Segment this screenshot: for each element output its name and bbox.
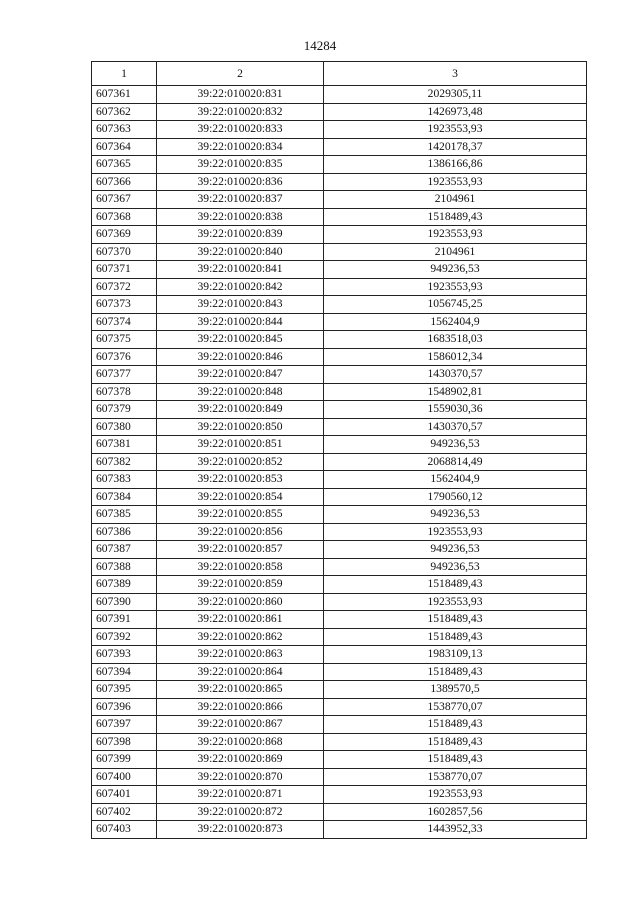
cadastral-number-cell: 39:22:010020:868 [157, 733, 324, 751]
value-cell: 1923553,93 [324, 173, 587, 191]
cadastral-number-cell: 39:22:010020:836 [157, 173, 324, 191]
row-number-cell: 607398 [92, 733, 157, 751]
value-cell: 1518489,43 [324, 663, 587, 681]
cadastral-number-cell: 39:22:010020:843 [157, 296, 324, 314]
table-row [92, 348, 587, 366]
value-cell: 1562404,9 [324, 313, 587, 331]
table-row [92, 803, 587, 821]
cadastral-number-cell: 39:22:010020:833 [157, 121, 324, 139]
cadastral-number-cell: 39:22:010020:858 [157, 558, 324, 576]
table-row [92, 768, 587, 786]
table-row [92, 453, 587, 471]
value-cell: 1983109,13 [324, 646, 587, 664]
value-cell: 949236,53 [324, 541, 587, 559]
row-number-cell: 607380 [92, 418, 157, 436]
cadastral-number-cell: 39:22:010020:860 [157, 593, 324, 611]
cadastral-number-cell: 39:22:010020:859 [157, 576, 324, 594]
row-number-cell: 607379 [92, 401, 157, 419]
table-row [92, 593, 587, 611]
table-row [92, 103, 587, 121]
value-cell: 949236,53 [324, 506, 587, 524]
cadastral-number-cell: 39:22:010020:864 [157, 663, 324, 681]
row-number-cell: 607399 [92, 751, 157, 769]
value-cell: 1548902,81 [324, 383, 587, 401]
row-number-cell: 607378 [92, 383, 157, 401]
table-row [92, 243, 587, 261]
value-cell: 1518489,43 [324, 716, 587, 734]
row-number-cell: 607387 [92, 541, 157, 559]
cadastral-number-cell: 39:22:010020:840 [157, 243, 324, 261]
value-cell: 1430370,57 [324, 418, 587, 436]
table-row [92, 383, 587, 401]
cadastral-number-cell: 39:22:010020:866 [157, 698, 324, 716]
table-row [92, 611, 587, 629]
table-row [92, 541, 587, 559]
table-row [92, 313, 587, 331]
cadastral-number-cell: 39:22:010020:848 [157, 383, 324, 401]
cadastral-number-cell: 39:22:010020:852 [157, 453, 324, 471]
table-row [92, 733, 587, 751]
table-row [92, 401, 587, 419]
row-number-cell: 607383 [92, 471, 157, 489]
value-cell: 949236,53 [324, 436, 587, 454]
cadastral-number-cell: 39:22:010020:842 [157, 278, 324, 296]
value-cell: 1426973,48 [324, 103, 587, 121]
row-number-cell: 607393 [92, 646, 157, 664]
cadastral-number-cell: 39:22:010020:849 [157, 401, 324, 419]
value-cell: 2068814,49 [324, 453, 587, 471]
row-number-cell: 607367 [92, 191, 157, 209]
cadastral-number-cell: 39:22:010020:844 [157, 313, 324, 331]
table-body [92, 62, 587, 839]
row-number-cell: 607370 [92, 243, 157, 261]
row-number-cell: 607375 [92, 331, 157, 349]
table-row [92, 488, 587, 506]
row-number-cell: 607391 [92, 611, 157, 629]
row-number-cell: 607366 [92, 173, 157, 191]
value-cell: 1538770,07 [324, 768, 587, 786]
row-number-cell: 607368 [92, 208, 157, 226]
table-row [92, 471, 587, 489]
cadastral-number-cell: 39:22:010020:846 [157, 348, 324, 366]
value-cell: 2104961 [324, 243, 587, 261]
row-number-cell: 607403 [92, 821, 157, 839]
row-number-cell: 607377 [92, 366, 157, 384]
table-row [92, 156, 587, 174]
row-number-cell: 607396 [92, 698, 157, 716]
row-number-cell: 607372 [92, 278, 157, 296]
cadastral-number-cell: 39:22:010020:841 [157, 261, 324, 279]
value-cell: 1056745,25 [324, 296, 587, 314]
table-row [92, 698, 587, 716]
row-number-cell: 607397 [92, 716, 157, 734]
table-row [92, 173, 587, 191]
row-number-cell: 607386 [92, 523, 157, 541]
value-cell: 1586012,34 [324, 348, 587, 366]
table-row [92, 121, 587, 139]
row-number-cell: 607364 [92, 138, 157, 156]
cadastral-number-cell: 39:22:010020:867 [157, 716, 324, 734]
cadastral-number-cell: 39:22:010020:863 [157, 646, 324, 664]
value-cell: 1923553,93 [324, 786, 587, 804]
cadastral-number-cell: 39:22:010020:838 [157, 208, 324, 226]
value-cell: 1518489,43 [324, 751, 587, 769]
table-row [92, 261, 587, 279]
value-cell: 949236,53 [324, 261, 587, 279]
table-row [92, 663, 587, 681]
cadastral-number-cell: 39:22:010020:837 [157, 191, 324, 209]
value-cell: 1923553,93 [324, 523, 587, 541]
value-cell: 1602857,56 [324, 803, 587, 821]
value-cell: 2029305,11 [324, 86, 587, 104]
table-row [92, 191, 587, 209]
row-number-cell: 607385 [92, 506, 157, 524]
row-number-cell: 607388 [92, 558, 157, 576]
table-row [92, 506, 587, 524]
row-number-cell: 607369 [92, 226, 157, 244]
row-number-cell: 607381 [92, 436, 157, 454]
cadastral-number-cell: 39:22:010020:853 [157, 471, 324, 489]
value-cell: 1420178,37 [324, 138, 587, 156]
cadastral-number-cell: 39:22:010020:870 [157, 768, 324, 786]
row-number-cell: 607374 [92, 313, 157, 331]
value-cell: 1790560,12 [324, 488, 587, 506]
column-header-1: 1 [92, 62, 157, 86]
cadastral-number-cell: 39:22:010020:847 [157, 366, 324, 384]
row-number-cell: 607362 [92, 103, 157, 121]
row-number-cell: 607371 [92, 261, 157, 279]
cadastral-number-cell: 39:22:010020:834 [157, 138, 324, 156]
table-row [92, 208, 587, 226]
table-header-row [92, 62, 587, 86]
row-number-cell: 607390 [92, 593, 157, 611]
value-cell: 1518489,43 [324, 576, 587, 594]
table-row [92, 576, 587, 594]
column-header-3: 3 [324, 62, 587, 86]
table-row [92, 418, 587, 436]
table-row [92, 558, 587, 576]
cadastral-number-cell: 39:22:010020:873 [157, 821, 324, 839]
value-cell: 1923553,93 [324, 278, 587, 296]
row-number-cell: 607365 [92, 156, 157, 174]
table-row [92, 716, 587, 734]
value-cell: 949236,53 [324, 558, 587, 576]
value-cell: 1923553,93 [324, 121, 587, 139]
cadastral-number-cell: 39:22:010020:869 [157, 751, 324, 769]
cadastral-number-cell: 39:22:010020:839 [157, 226, 324, 244]
value-cell: 1518489,43 [324, 733, 587, 751]
row-number-cell: 607394 [92, 663, 157, 681]
value-cell: 1538770,07 [324, 698, 587, 716]
table-row [92, 296, 587, 314]
row-number-cell: 607402 [92, 803, 157, 821]
value-cell: 1389570,5 [324, 681, 587, 699]
value-cell: 1443952,33 [324, 821, 587, 839]
table-row [92, 646, 587, 664]
value-cell: 1518489,43 [324, 611, 587, 629]
cadastral-number-cell: 39:22:010020:865 [157, 681, 324, 699]
table-row [92, 226, 587, 244]
row-number-cell: 607384 [92, 488, 157, 506]
row-number-cell: 607373 [92, 296, 157, 314]
cadastral-number-cell: 39:22:010020:856 [157, 523, 324, 541]
row-number-cell: 607376 [92, 348, 157, 366]
cadastral-number-cell: 39:22:010020:861 [157, 611, 324, 629]
row-number-cell: 607392 [92, 628, 157, 646]
value-cell: 1518489,43 [324, 208, 587, 226]
cadastral-number-cell: 39:22:010020:862 [157, 628, 324, 646]
table-row [92, 751, 587, 769]
row-number-cell: 607382 [92, 453, 157, 471]
table-row [92, 86, 587, 104]
table-row [92, 138, 587, 156]
cadastral-number-cell: 39:22:010020:845 [157, 331, 324, 349]
table-row [92, 523, 587, 541]
table-row [92, 786, 587, 804]
cadastral-number-cell: 39:22:010020:835 [157, 156, 324, 174]
value-cell: 1518489,43 [324, 628, 587, 646]
cadastral-number-cell: 39:22:010020:850 [157, 418, 324, 436]
cadastral-number-cell: 39:22:010020:831 [157, 86, 324, 104]
cadastral-number-cell: 39:22:010020:871 [157, 786, 324, 804]
table-row [92, 278, 587, 296]
cadastral-number-cell: 39:22:010020:854 [157, 488, 324, 506]
table-row [92, 366, 587, 384]
row-number-cell: 607389 [92, 576, 157, 594]
page-number: 14284 [303, 38, 337, 53]
cadastral-number-cell: 39:22:010020:851 [157, 436, 324, 454]
value-cell: 2104961 [324, 191, 587, 209]
cadastral-number-cell: 39:22:010020:857 [157, 541, 324, 559]
table-row [92, 821, 587, 839]
row-number-cell: 607363 [92, 121, 157, 139]
row-number-cell: 607401 [92, 786, 157, 804]
value-cell: 1923553,93 [324, 226, 587, 244]
table-row [92, 331, 587, 349]
row-number-cell: 607400 [92, 768, 157, 786]
value-cell: 1559030,36 [324, 401, 587, 419]
value-cell: 1923553,93 [324, 593, 587, 611]
row-number-cell: 607395 [92, 681, 157, 699]
data-table [91, 61, 587, 839]
table-row [92, 681, 587, 699]
cadastral-number-cell: 39:22:010020:872 [157, 803, 324, 821]
cadastral-number-cell: 39:22:010020:832 [157, 103, 324, 121]
cadastral-number-cell: 39:22:010020:855 [157, 506, 324, 524]
value-cell: 1562404,9 [324, 471, 587, 489]
value-cell: 1386166,86 [324, 156, 587, 174]
column-header-2: 2 [157, 62, 324, 86]
table-row [92, 436, 587, 454]
table-row [92, 628, 587, 646]
value-cell: 1683518,03 [324, 331, 587, 349]
value-cell: 1430370,57 [324, 366, 587, 384]
row-number-cell: 607361 [92, 86, 157, 104]
